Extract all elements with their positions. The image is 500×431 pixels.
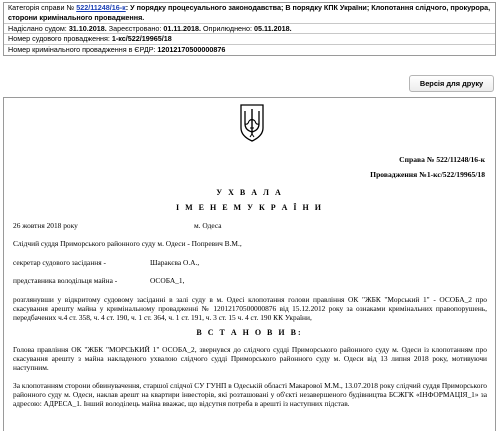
category-label: Категорія справи №	[8, 3, 75, 12]
document-city: м. Одеса	[194, 221, 222, 230]
category-row	[4, 3, 495, 23]
edrs-value: 12012170500000876	[157, 45, 226, 55]
dates-row	[4, 23, 495, 34]
category-text: : У порядку процесуального законодавства; В порядку КПК України; Клопотання слідчого, прокурора, сторони кримінального провадження.	[8, 3, 491, 22]
secretary-name: Шаракєва О.А.,	[150, 258, 200, 267]
owner-name: ОСОБА_1,	[150, 276, 185, 285]
document-title: У Х В А Л А	[216, 188, 283, 197]
published-label: Оприлюднено:	[202, 23, 253, 33]
sent-label: Надіслано судом:	[8, 23, 67, 33]
print-version-button[interactable]: Версія для друку	[409, 75, 494, 92]
proceeding-value: 1-кс/522/19965/18	[111, 34, 172, 44]
case-number-link[interactable]: 522/11248/16-к	[76, 3, 126, 12]
published-date: 05.11.2018.	[254, 23, 292, 33]
proceeding-label: Номер судового провадження:	[8, 34, 110, 44]
document-subtitle: І М Е Н Е М У К Р А Ї Н И	[175, 203, 323, 212]
edrs-row	[4, 44, 495, 55]
document-body	[3, 97, 496, 431]
secretary-label: секретар судового засідання -	[13, 258, 106, 267]
proceeding-row	[4, 33, 495, 44]
paragraph-2: За клопотанням сторони обвинувачення, старшої слідчої СУ ГУНП в Одеській області Макарової М.М., 13.07.2018 року слідчий суддя Приморського районного суду м. Одеси, наклав арешт на квартири інвесторів, які розташовані у об'єкті незавершеного будівництва БСЖГК «ІНФОРМАЦІЯ_1» за адресою: АДРЕСА_1. Інший володілець майна вважає, що відсутня потреба в арешті із наступних підстав.	[13, 381, 487, 409]
owner-label: представника володільця майна -	[13, 276, 118, 285]
registered-date: 01.11.2018.	[163, 23, 201, 33]
registered-label: Зареєстровано:	[108, 23, 162, 33]
case-number: Справа № 522/11248/16-к	[399, 155, 485, 164]
case-metadata-panel	[3, 2, 496, 56]
sent-date: 31.10.2018.	[68, 23, 107, 33]
ukraine-coat-of-arms-icon	[239, 104, 265, 142]
considered-paragraph: розглянувши у відкритому судовому засіданні в залі суду в м. Одесі клопотання голови правління ОК "ЖБК "Морський 1" - ОСОБА_2 про скасування арешту майна у кримінальному провадженні № 12012170500000876 від 15.12.2012 року за ознаками кримінальних правопорушень, передбачених ч.4 ст. 358, ч. 4 ст. 190, ч. 1 ст. 364, ч. 1 ст. 191, ч. 3 ст. 15 ч. 4 ст. 190 КК України,	[13, 295, 487, 323]
edrs-label: Номер кримінального провадження в ЄРДР:	[8, 45, 156, 55]
established-heading: В С Т А Н О В И В:	[196, 328, 303, 337]
paragraph-1: Голова правління ОК "ЖБК "МОРСЬКИЙ 1" ОСОБА_2, звернувся до слідчого судді Приморського районного суду м. Одеси із клопотанням про скасування арешту з майна накладеного ухвалою слідчого судді Приморського районного суду м. Одеси від 13 липня 2018 року, мотивуючи наступним.	[13, 345, 487, 373]
judge-line: Слідчий суддя Приморського районного суду м. Одеси - Попревич В.М.,	[13, 239, 242, 248]
document-date: 26 жовтня 2018 року	[13, 221, 78, 230]
proceeding-number: Провадження №1-кс/522/19965/18	[370, 170, 485, 179]
